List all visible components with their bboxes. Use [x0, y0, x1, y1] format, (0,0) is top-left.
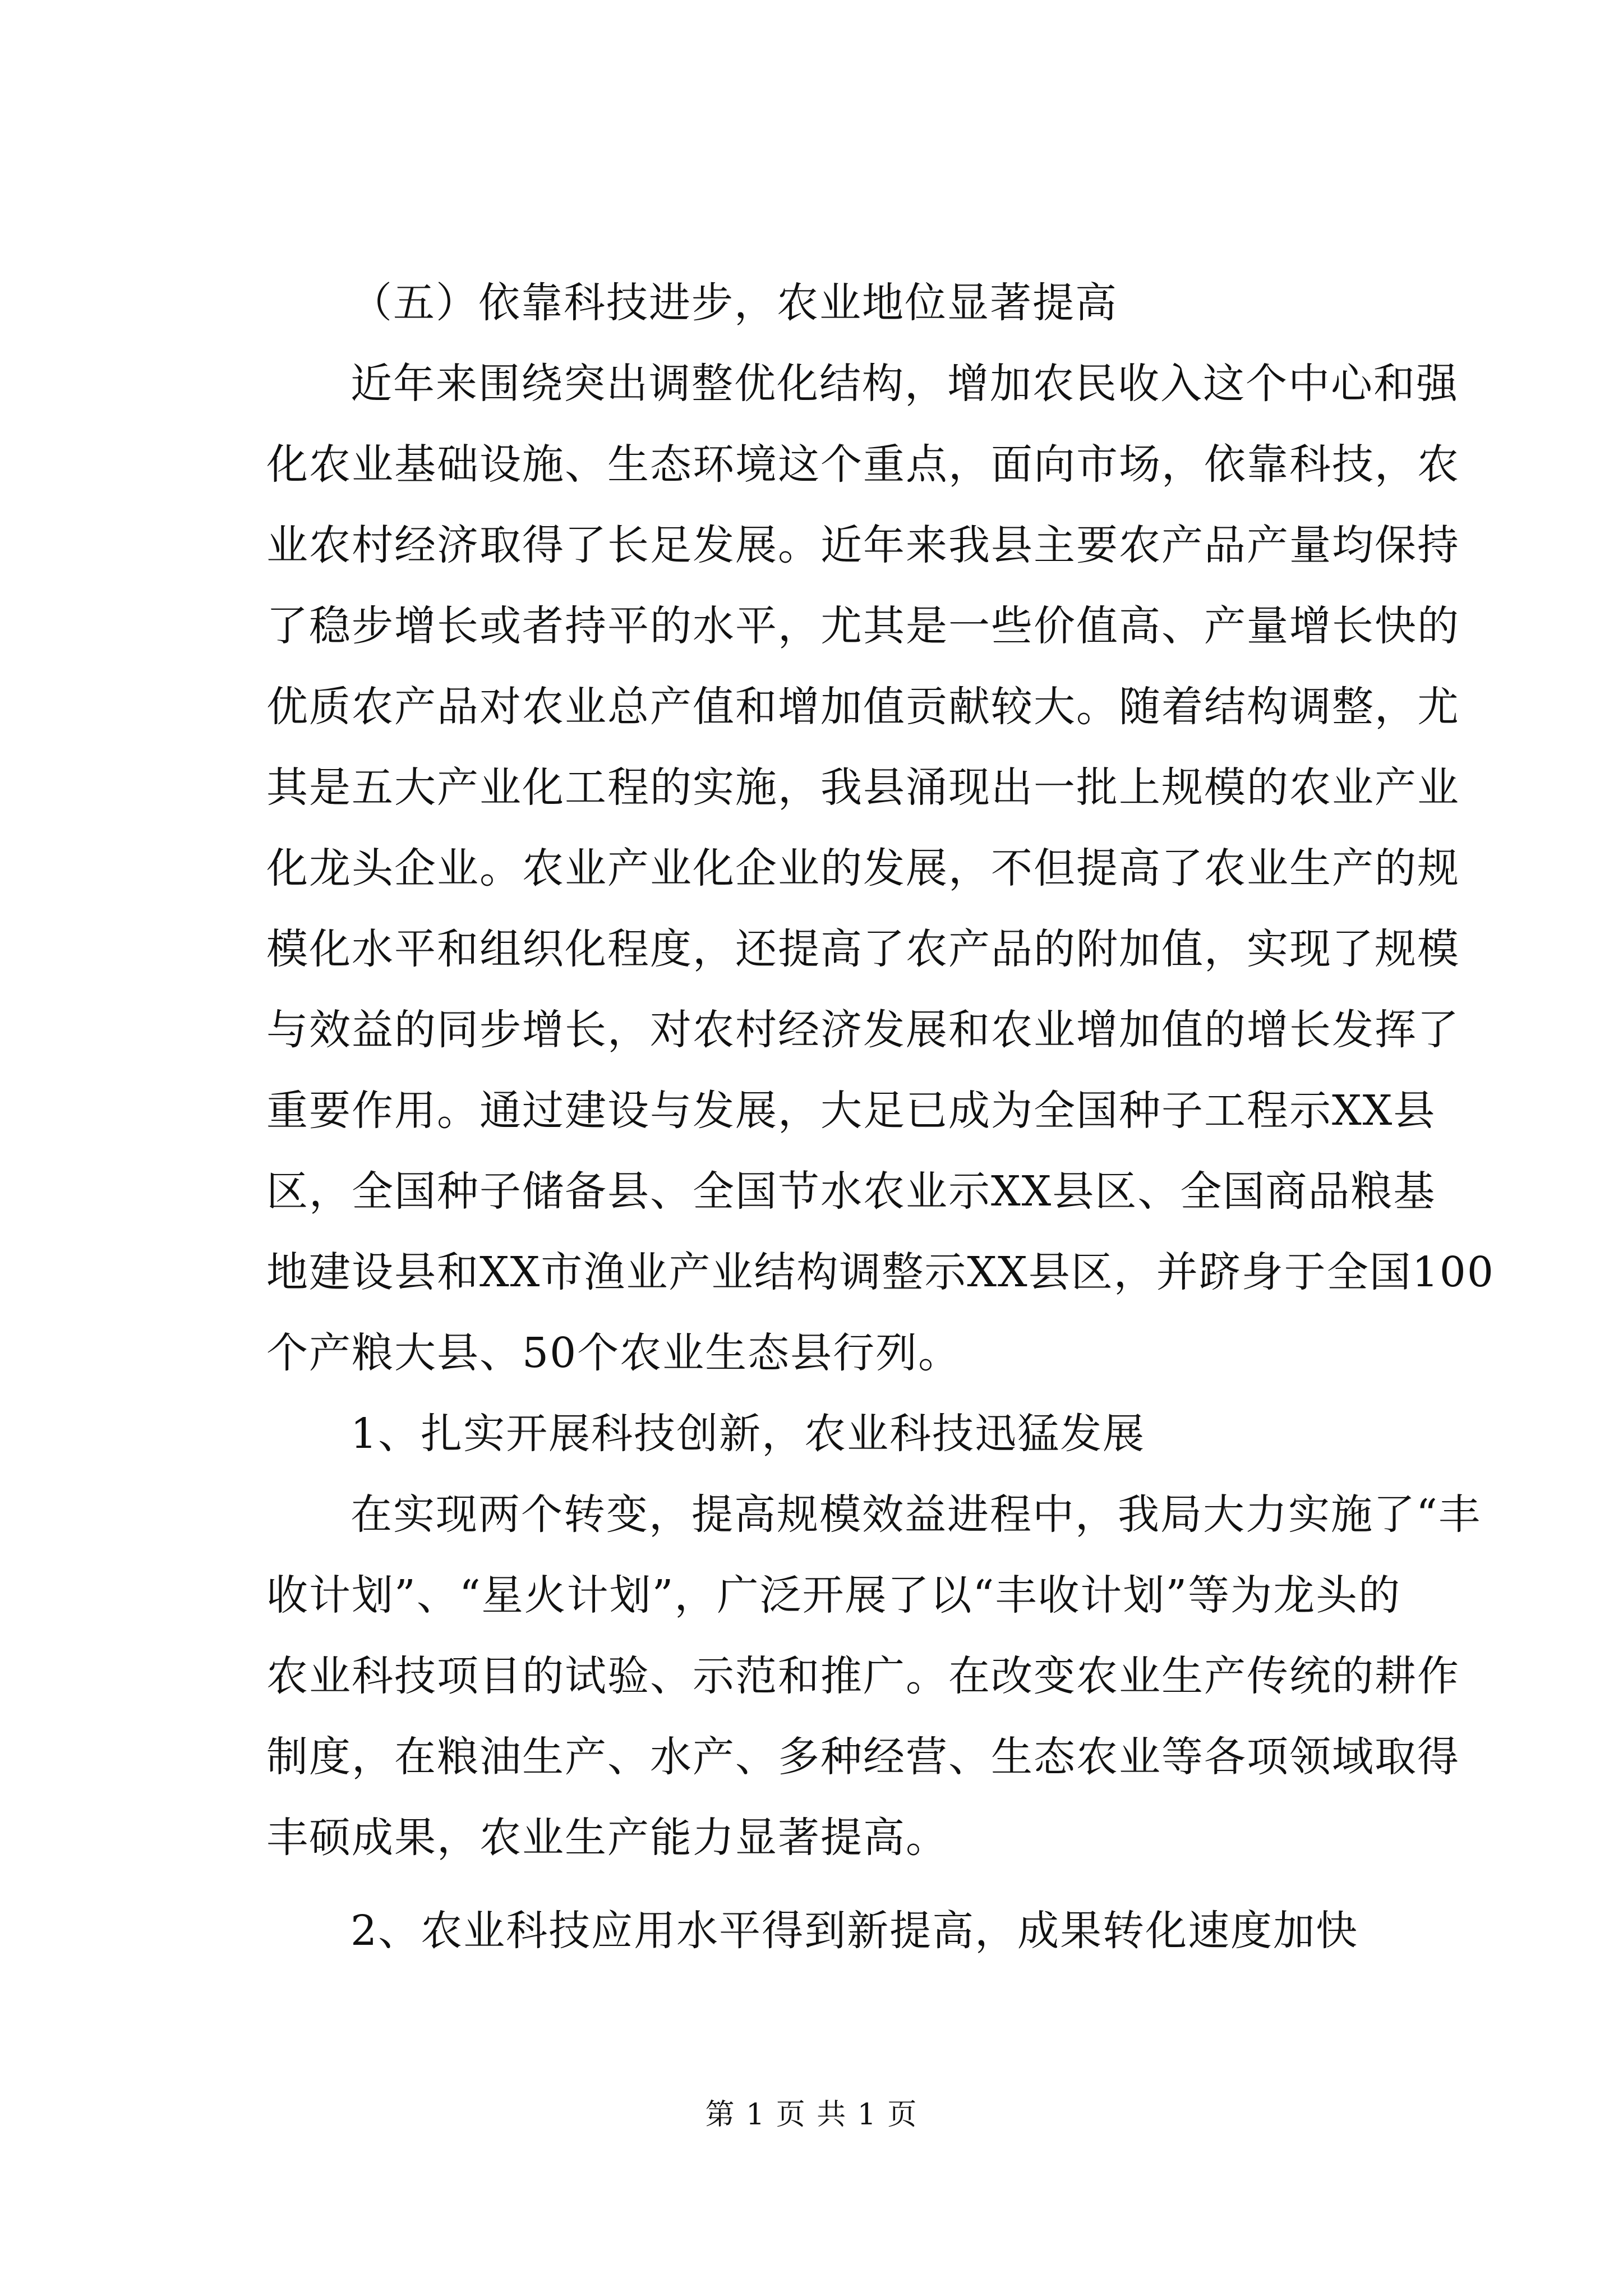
paragraph-line: 与效益的同步增长，对农村经济发展和农业增加值的增长发挥了	[266, 1006, 1460, 1054]
paragraph-line: 收计划”、“星火计划”，广泛开展了以“丰收计划”等为龙头的	[266, 1571, 1401, 1619]
paragraph-line: 农业科技项目的试验、示范和推广。在改变农业生产传统的耕作	[266, 1652, 1460, 1700]
paragraph-line: 其是五大产业化工程的实施，我县涌现出一批上规模的农业产业	[266, 763, 1460, 812]
paragraph-1	[266, 343, 1495, 1393]
paragraph-line: 在实现两个转变，提高规模效益进程中，我局大力实施了“丰	[351, 1490, 1481, 1539]
paragraph-line: 模化水平和组织化程度，还提高了农产品的附加值，实现了规模	[266, 925, 1460, 973]
paragraph-line: 业农村经济取得了长足发展。近年来我县主要农产品产量均保持	[266, 521, 1460, 569]
page-footer: 第 1 页 共 1 页	[705, 2098, 918, 2132]
spacer	[266, 1878, 1444, 1890]
paragraph-line: 近年来围绕突出调整优化结构，增加农民收入这个中心和强	[351, 360, 1459, 408]
document-body	[266, 263, 1495, 1971]
subheading-2: 2、农业科技应用水平得到新提高，成果转化速度加快	[351, 1907, 1359, 1955]
paragraph-line: 了稳步增长或者持平的水平，尤其是一些价值高、产量增长快的	[266, 602, 1460, 650]
section-heading: （五）依靠科技进步，农业地位显著提高	[351, 279, 1118, 327]
paragraph-line: 化龙头企业。农业产业化企业的发展，不但提高了农业生产的规	[266, 844, 1460, 892]
paragraph-line: 个产粮大县、50个农业生态县行列。	[266, 1329, 961, 1377]
paragraph-line: 制度，在粮油生产、水产、多种经营、生态农业等各项领域取得	[266, 1733, 1460, 1781]
paragraph-line: 重要作用。通过建设与发展，大足已成为全国种子工程示XX县	[266, 1087, 1436, 1135]
paragraph-line: 地建设县和XX市渔业产业结构调整示XX县区，并跻身于全国100	[266, 1248, 1495, 1296]
paragraph-2	[266, 1474, 1481, 1878]
paragraph-line: 区，全国种子储备县、全国节水农业示XX县区、全国商品粮基	[266, 1167, 1436, 1216]
subheading-1: 1、扎实开展科技创新，农业科技迅猛发展	[351, 1410, 1146, 1458]
paragraph-line: 化农业基础设施、生态环境这个重点，面向市场，依靠科技，农	[266, 440, 1460, 489]
paragraph-line: 丰硕成果，农业生产能力显著提高。	[266, 1814, 948, 1862]
paragraph-line: 优质农产品对农业总产值和增加值贡献较大。随着结构调整，尤	[266, 683, 1460, 731]
